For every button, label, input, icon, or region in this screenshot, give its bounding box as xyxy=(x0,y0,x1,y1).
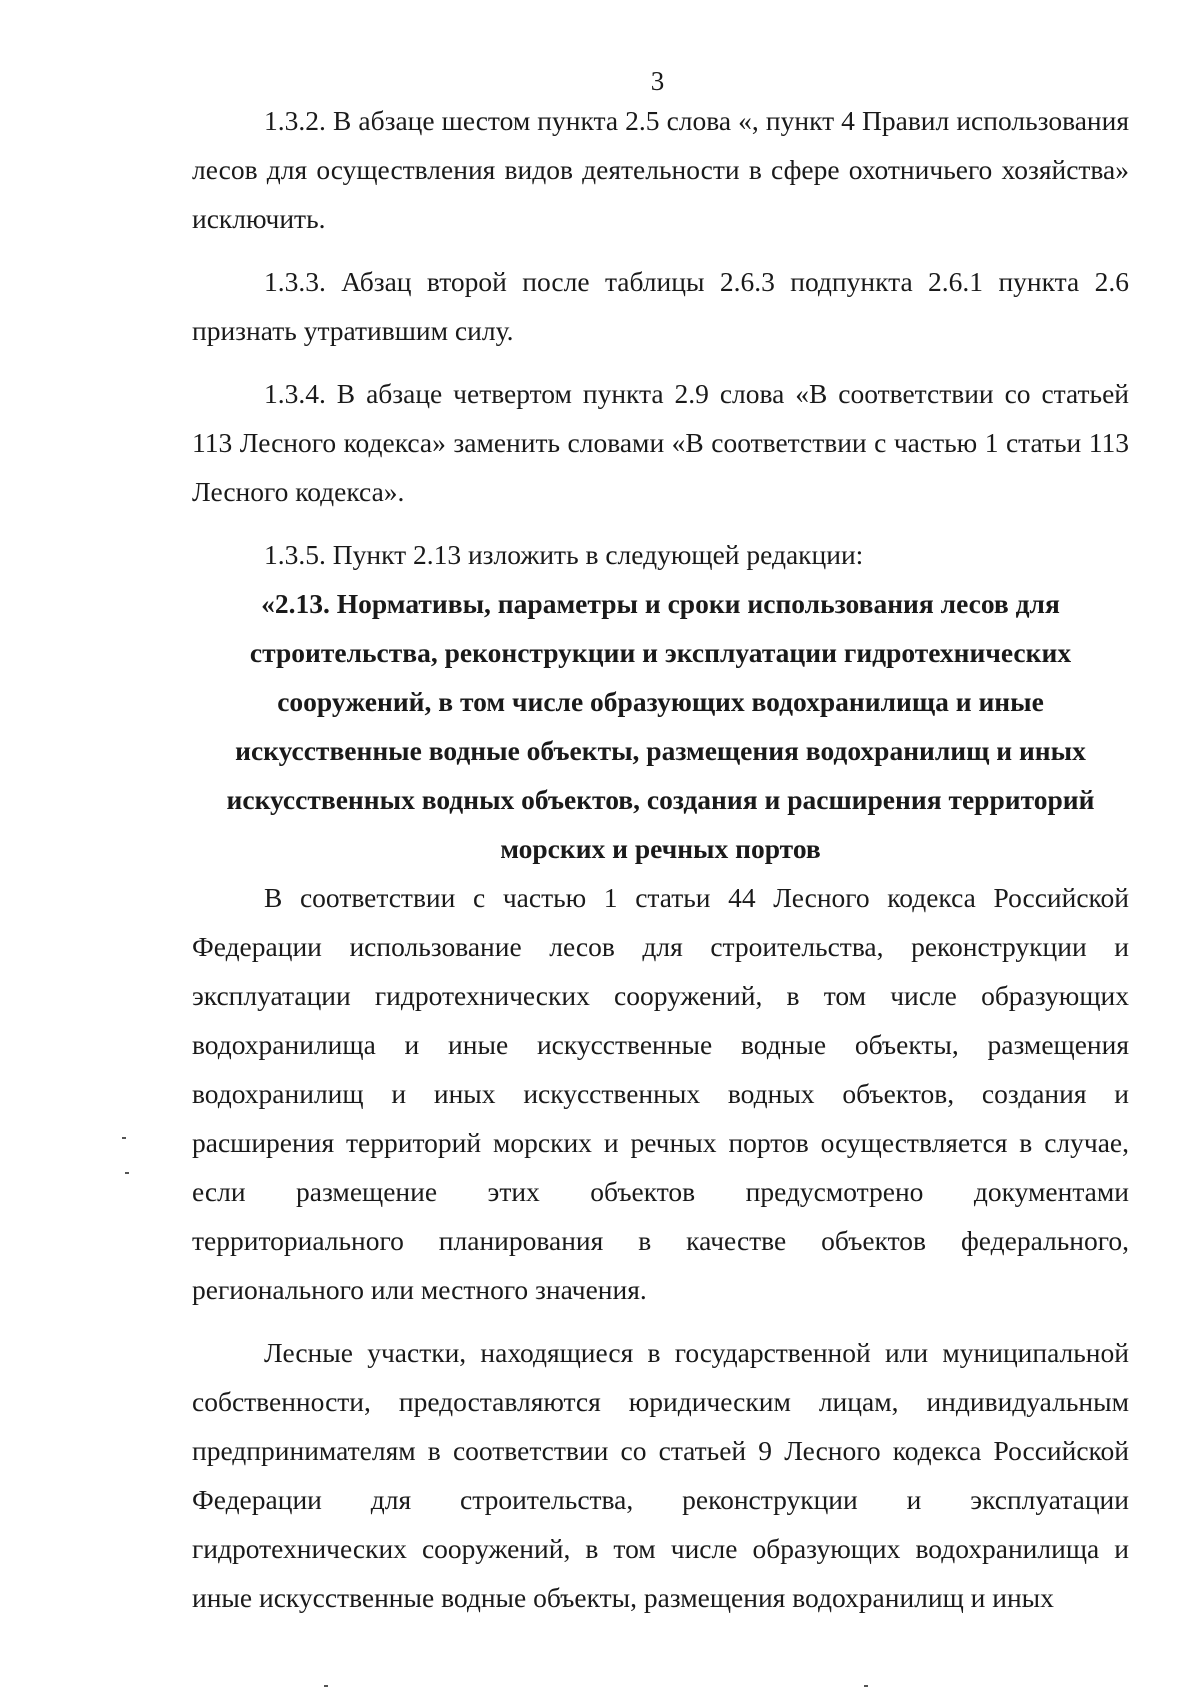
paragraph-gap xyxy=(192,516,1129,530)
paragraph-1-3-3: 1.3.3. Абзац второй после таблицы 2.6.3 подпункта 2.6.1 пункта 2.6 признать утратившим силу. xyxy=(192,266,1129,346)
paragraph-gap xyxy=(192,243,1129,257)
section-heading-2-13: «2.13. Нормативы, параметры и сроки использования лесов для строительства, реконструкции и эксплуатации гидротехнических сооружений, в том числе образующих водохранилища и иные искусственные водные объекты, размещения водохранилищ и иных искусственных водных объектов, создания и расширения территорий морских и речных портов xyxy=(226,588,1095,864)
paragraph-forest-plots: Лесные участки, находящиеся в государственной или муниципальной собственности, предоставляются юридическим лицам, индивидуальным предпринимателям в соответствии со статьей 9 Лесного кодекса Российской Федерации для строительства, реконструкции и эксплуатации гидротехнических сооружений, в том числе образующих водохранилища и иные искусственные водные объекты, размещения водохранилищ и иных xyxy=(192,1337,1129,1613)
paragraph-1-3-5: 1.3.5. Пункт 2.13 изложить в следующей редакции: xyxy=(264,539,864,570)
paragraph-article-44: В соответствии с частью 1 статьи 44 Лесного кодекса Российской Федерации использование лесов для строительства, реконструкции и эксплуатации гидротехнических сооружений, в том числе образующих водохранилища и иные искусственные водные объекты, размещения водохранилищ и иных искусственных водных объектов, создания и расширения территорий морских и речных портов осуществляется в случае, если размещение этих объектов предусмотрено документами территориального планирования в качестве объектов федерального, регионального или местного значения. xyxy=(192,882,1129,1305)
paragraph-1-3-4: 1.3.4. В абзаце четвертом пункта 2.9 слова «В соответствии со статьей 113 Лесного кодекса» заменить словами «В соответствии с частью 1 статьи 113 Лесного кодекса». xyxy=(192,378,1129,507)
scan-speck xyxy=(125,1172,129,1174)
paragraph-1-3-2: 1.3.2. В абзаце шестом пункта 2.5 слова «, пункт 4 Правил использования лесов для осуществления видов деятельности в сфере охотничьего хозяйства» исключить. xyxy=(192,105,1129,234)
scan-speck xyxy=(324,1685,328,1687)
page-number: 3 xyxy=(650,66,665,96)
document-body xyxy=(192,96,1129,1622)
scan-speck xyxy=(864,1685,868,1687)
scan-speck xyxy=(122,1137,126,1139)
paragraph-gap xyxy=(192,355,1129,369)
paragraph-gap xyxy=(192,1314,1129,1328)
